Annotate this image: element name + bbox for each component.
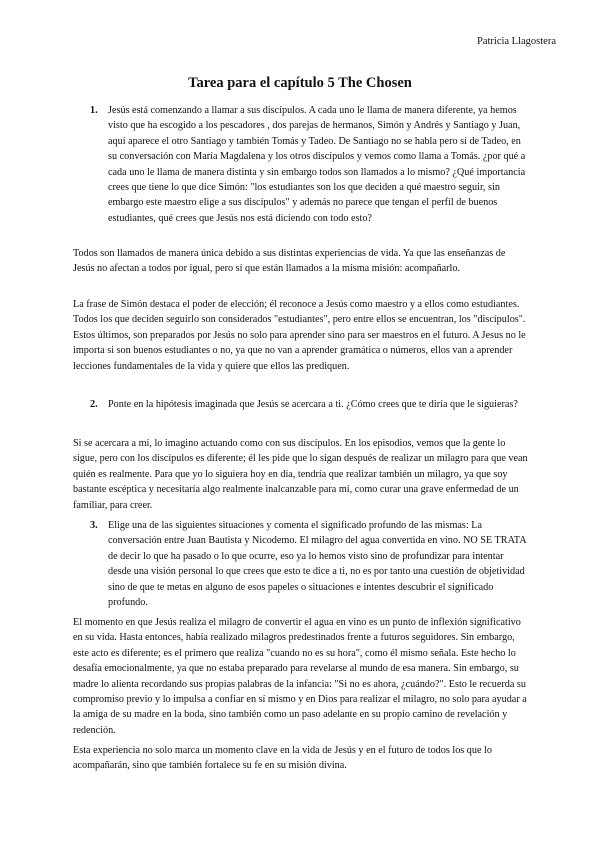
question-1-number: 1. bbox=[90, 105, 98, 116]
answer-1-paragraph-2: La frase de Simón destaca el poder de elección; él reconoce a Jesús como maestro y a ellos como estudiantes. Todos los que deciden seguirlo son considerados "estudiantes", pero entre ellos se encuentran, los "discípulos". Estos últimos, son preparados por Jesús no solo para aprender sino para ser maestros en el futuro. A Jesus no le importa si son buenos estudiantes o no, ya que no van a aprender gramática o números, ellos van a aprender lecciones fundamentales de la vida y quiere que ellos las prediquen. bbox=[73, 299, 526, 372]
question-1-text: Jesús está comenzando a llamar a sus discípulos. A cada uno le llama de manera diferente, ya hemos visto que ha escogido a los pescadores , dos parejas de hermanos, Simón y Andrés y Santiago y Juan, aquí aparece el otro Santiago y también Tomás y Tadeo. De Santiago no se habla pero sí de Tadeo, en su conversación con María Magdalena y los otros discípulos y vemos como llama a Tomás. ¿por qué a cada uno le llama de manera distinta y sin embargo todos son llamados a lo mismo? ¿Qué importancia crees que tiene lo que dice Simón: "los estudiantes son los que deciden a qué maestro seguir, sin embargo este maestro elige a sus discípulos" y además no parece que tengan el perfil de buenos estudiantes, qué crees que Jesús nos está diciendo con todo esto? bbox=[108, 105, 526, 224]
question-2-number: 2. bbox=[90, 399, 98, 410]
answer-2-paragraph: Si se acercara a mí, lo imagino actuando como con sus discípulos. En los episodios, vemos que la gente lo sigue, pero con los discípulos es diferente; él les pide que lo sigan después de realizar un milagro para que vean quién es realmente. Para que yo lo siguiera hoy en día, tendría que realizar también un milagro, ya que soy bastante escéptica y necesitaría algo realmente inalcanzable para mí, como curar una grave enfermedad de un familiar, para creer. bbox=[73, 438, 528, 511]
question-3-text: Elige una de las siguientes situaciones y comenta el significado profundo de las mismas: La conversación entre Juan Bautista y Nicodemo. El milagro del agua convertida en vino. NO SE TRATA de decir lo que ha pasado o lo que ocurre, eso ya lo hemos visto sino de profundizar para intentar desde una visión personal lo que crees que esto te dice a ti, no es por tanto una cuestión de objetividad sino de que te metas en alguno de esos papeles o situaciones e intentes descubrir el significado profundo. bbox=[108, 520, 526, 609]
author-name: Patricia Llagostera bbox=[476, 36, 556, 47]
question-3-number: 3. bbox=[90, 520, 98, 531]
answer-3-paragraph-1: El momento en que Jesús realiza el milagro de convertir el agua en vino es un punto de inflexión significativo en su vida. Hasta entonces, había realizado milagros predestinados frente a futuros seguidores. Sin embargo, este acto es diferente; es el primero que realiza "cuando no es su hora", como él mismo señala. Este hecho lo desafía emocionalmente, ya que no estaba preparado para revelarse al mundo de esa manera. Sin embargo, su madre lo alienta recordando sus propias palabras de la infancia: "Si no es ahora, ¿cuándo?". Esto le recuerda su compromiso previo y lo impulsa a confiar en sí mismo y en Dios para realizar el milagro, no solo para ayudar a la amiga de su madre en la boda, sino también como un paso adelante en su propio camino de revelación y redención. bbox=[73, 617, 527, 736]
document-title: Tarea para el capítulo 5 The Chosen bbox=[188, 75, 412, 91]
answer-1-paragraph-1: Todos son llamados de manera única debido a sus distintas experiencias de vida. Ya que las enseñanzas de Jesús no afectan a todos por igual, pero sí que están llamados a la misma misión: acompañarlo. bbox=[73, 248, 506, 275]
question-2-text: Ponte en la hipótesis imaginada que Jesús se acercara a ti. ¿Cómo crees que te diría que le siguieras? bbox=[108, 399, 518, 410]
answer-3-paragraph-2: Esta experiencia no solo marca un momento clave en la vida de Jesús y en el futuro de todos los que lo acompañarán, sino que también fortalece su fe en su misión divina. bbox=[73, 745, 492, 772]
